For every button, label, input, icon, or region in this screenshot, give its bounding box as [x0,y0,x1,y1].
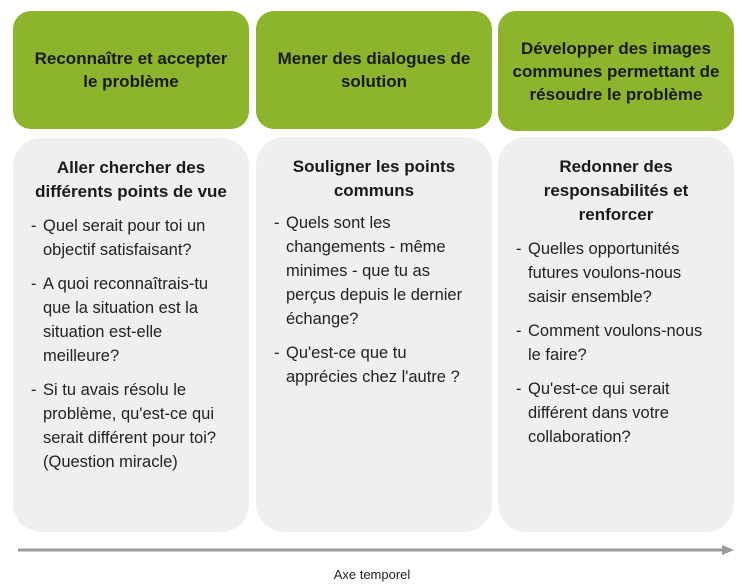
question-text: Quelles opportunités futures voulons-nous saisir ensemble? [528,240,682,306]
question-item [274,211,474,331]
dash-bullet: - [516,380,522,398]
column-header: Développer des images communes permettant de résoudre le problème [498,11,734,131]
column-body-title: Souligner les points communs [292,157,456,200]
column-body [256,137,492,532]
column-develop [498,0,734,540]
arrow-right-icon [18,545,734,555]
question-item [516,377,716,449]
question-item [274,341,474,389]
question-item [31,214,231,262]
column-header: Reconnaître et accepter le problème [13,11,249,129]
question-list [274,211,474,389]
dash-bullet: - [31,275,37,293]
question-text: Qu'est-ce que tu apprécies chez l'autre ? [286,344,460,386]
question-text: Quel serait pour toi un objectif satisfaisant? [43,217,206,259]
question-item [516,319,716,367]
column-recognize [13,0,249,540]
column-header: Mener des dialogues de solution [256,11,492,129]
question-text: Quels sont les changements - même minimes - que tu as perçus depuis le dernier échange? [286,214,463,328]
dash-bullet: - [31,381,37,399]
question-text: Qu'est-ce qui serait différent dans votre collaboration? [528,380,670,446]
dash-bullet: - [274,344,280,362]
column-body [498,137,734,532]
column-dialogue [256,0,492,540]
dash-bullet: - [516,240,522,258]
question-item [516,237,716,309]
dash-bullet: - [274,214,280,232]
question-item [31,272,231,368]
timeline-arrow [18,545,734,555]
question-text: Comment voulons-nous le faire? [528,322,703,364]
column-body [13,138,249,532]
question-text: A quoi reconnaîtrais-tu que la situation est la situation est-elle meilleure? [43,275,209,365]
question-list [31,214,231,474]
question-text: Si tu avais résolu le problème, qu'est-ce qui serait différent pour toi? (Question miracle) [43,381,217,471]
dash-bullet: - [31,217,37,235]
column-body-title: Redonner des responsabilités et renforcer [543,157,689,224]
dash-bullet: - [516,322,522,340]
timeline-label: Axe temporel [333,567,411,582]
question-list [516,237,716,449]
question-item [31,378,231,474]
column-body-title: Aller chercher des différents points de vue [35,158,227,201]
